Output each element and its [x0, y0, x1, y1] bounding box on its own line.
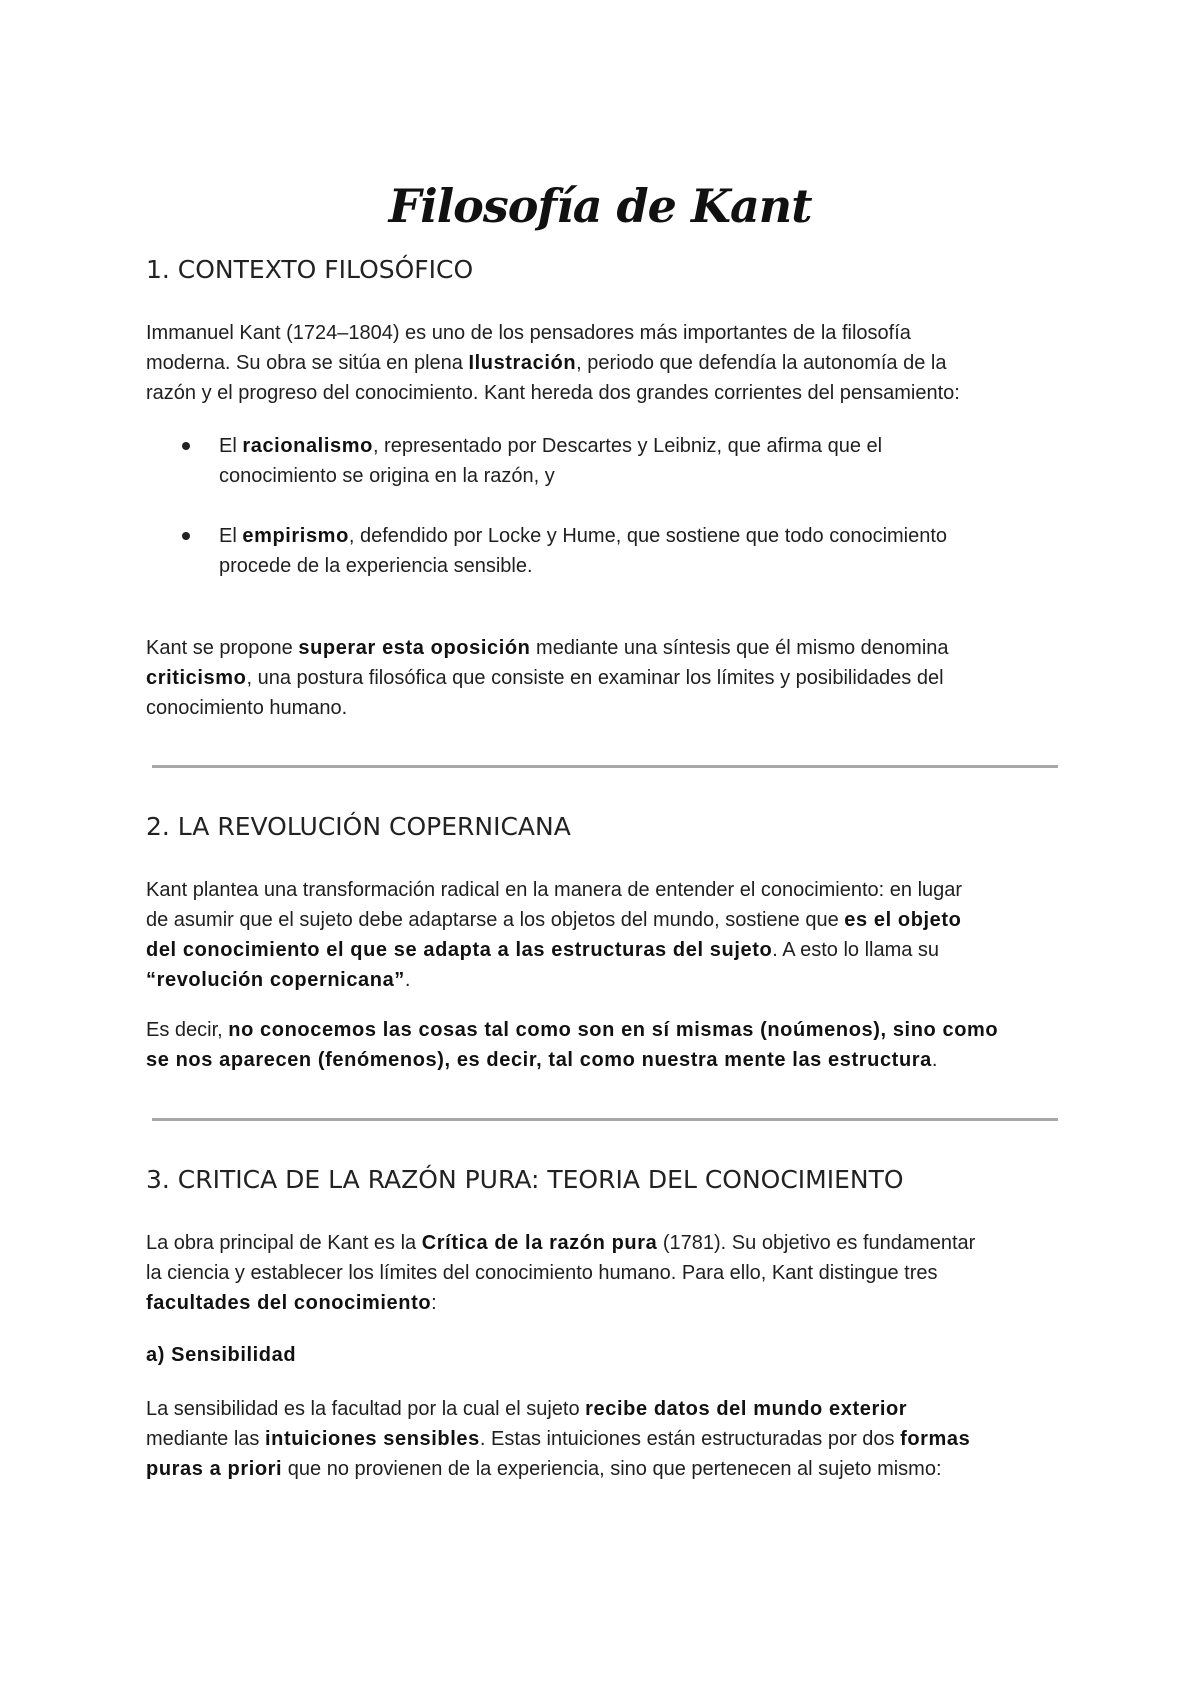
page-title: Filosofía de Kant: [388, 178, 812, 233]
section-heading-contexto: 1. CONTEXTO FILOSÓFICO: [146, 255, 474, 284]
bullet-icon: [182, 442, 190, 450]
paragraph-critica: La obra principal de Kant es la Crítica de la razón pura (1781). Su objetivo es fundamentar la ciencia y establecer los límites del conocimiento humano. Para ello, Kant distingue tres facultades del conocimiento:: [146, 1232, 976, 1314]
paragraph-revolucion: Kant plantea una transformación radical en la manera de entender el conocimiento: en lugar de asumir que el sujeto debe adaptarse a los objetos del mundo, sostiene que es el objeto del conocimiento el que se adapta a las estructuras del sujeto. A esto lo llama su “revolución copernicana”.: [146, 879, 963, 991]
list-item: El empirismo, defendido por Locke y Hume, que sostiene que todo conocimiento procede de la experiencia sensible.: [219, 525, 948, 577]
text-line: moderna. Su obra se sitúa en plena Ilustración, periodo que defendía la autonomía de la: [146, 352, 947, 374]
list-item: El racionalismo, representado por Descartes y Leibniz, que afirma que el conocimiento se origina en la razón, y: [219, 435, 883, 487]
section-heading-revolucion: 2. LA REVOLUCIÓN COPERNICANA: [146, 812, 571, 841]
bullet-icon: [182, 532, 190, 540]
paragraph-sensibilidad: La sensibilidad es la facultad por la cual el sujeto recibe datos del mundo exterior mediante las intuiciones sensibles. Estas intuiciones están estructuradas por dos formas puras a priori que no provienen de la experiencia, sino que pertenecen al sujeto mismo:: [146, 1398, 971, 1480]
paragraph-es-decir: Es decir, no conocemos las cosas tal como son en sí mismas (noúmenos), sino como se nos aparecen (fenómenos), es decir, tal como nuestra mente las estructura.: [146, 1019, 999, 1071]
subheading-sensibilidad: a) Sensibilidad: [146, 1344, 297, 1366]
paragraph-criticismo: Kant se propone superar esta oposición mediante una síntesis que él mismo denomina criticismo, una postura filosófica que consiste en examinar los límites y posibilidades del conocimiento humano.: [146, 637, 949, 719]
text-line: Immanuel Kant (1724–1804) es uno de los pensadores más importantes de la filosofía: [146, 322, 911, 344]
paragraph-intro: [146, 318, 1066, 408]
divider: [152, 1118, 1058, 1121]
section-heading-critica: 3. CRITICA DE LA RAZÓN PURA: TEORIA DEL CONOCIMIENTO: [146, 1165, 904, 1194]
divider: [152, 765, 1058, 768]
text-line: razón y el progreso del conocimiento. Kant hereda dos grandes corrientes del pensamiento:: [146, 382, 960, 404]
